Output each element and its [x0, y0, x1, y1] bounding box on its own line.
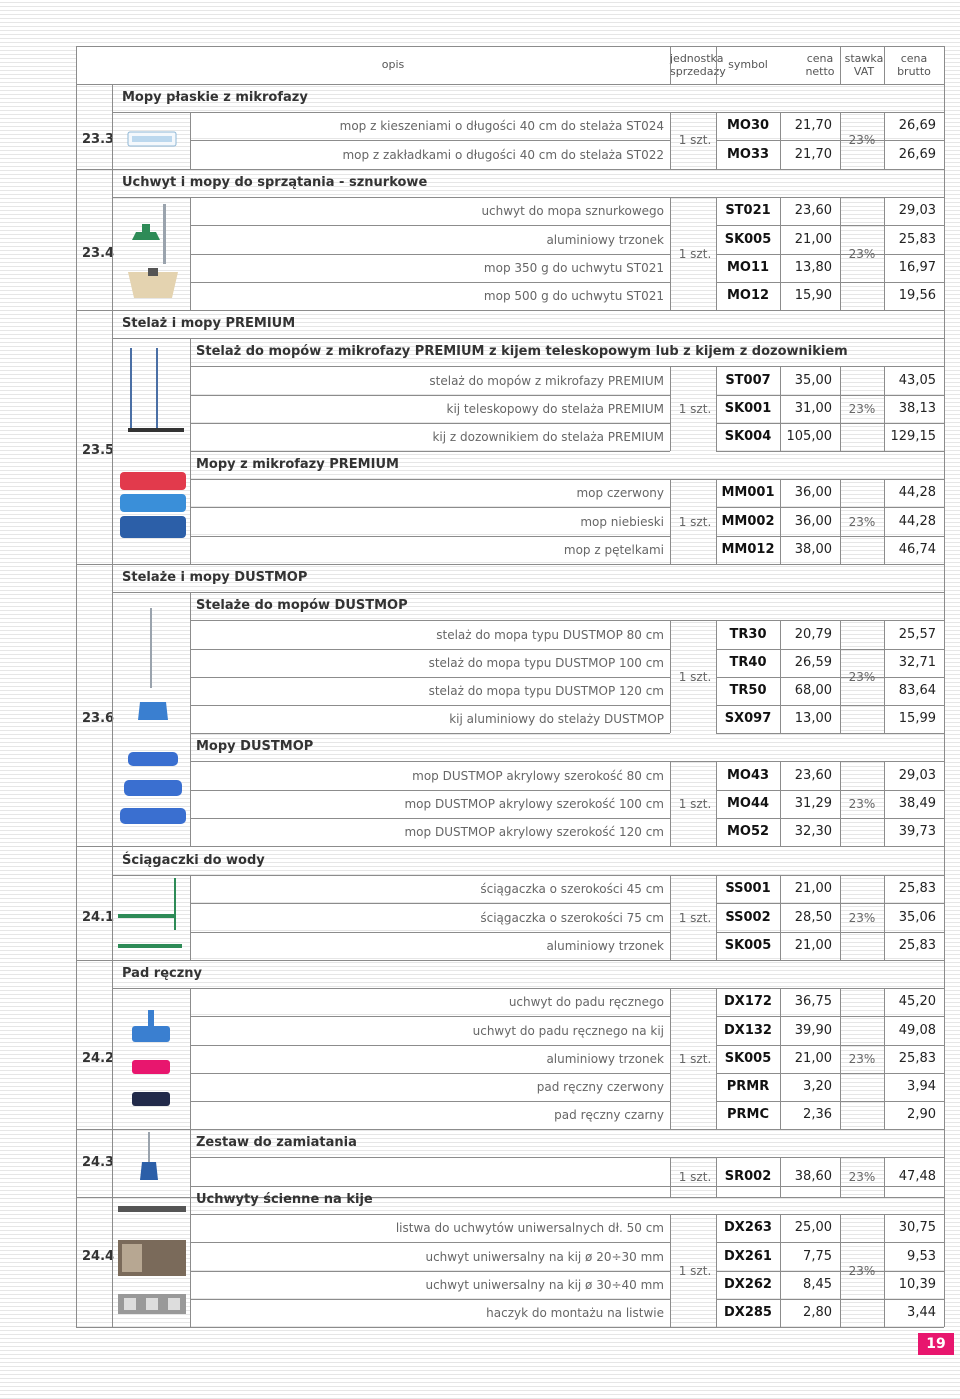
vat-rate: 23% — [848, 669, 876, 684]
string-mop-icon — [128, 202, 188, 302]
price-brutto: 44,28 — [898, 485, 936, 501]
product-description: aluminiowy trzonek — [546, 232, 664, 247]
grid-line — [884, 620, 885, 733]
grid-line — [780, 366, 781, 451]
grid-line — [840, 197, 841, 310]
grid-line — [716, 197, 717, 310]
price-netto: 2,36 — [803, 1107, 832, 1123]
product-symbol: MO33 — [726, 146, 770, 162]
price-brutto: 29,03 — [898, 767, 936, 783]
price-brutto: 35,06 — [898, 909, 936, 925]
grid-line — [112, 310, 113, 564]
section-title: Stelaże i mopy DUSTMOP — [122, 570, 308, 586]
product-description: stelaż do mopa typu DUSTMOP 120 cm — [428, 683, 664, 698]
price-brutto: 25,57 — [898, 626, 936, 642]
product-description: mop DUSTMOP akrylowy szerokość 120 cm — [404, 824, 664, 839]
grid-line — [190, 112, 191, 168]
price-brutto: 46,74 — [898, 541, 936, 557]
price-netto: 8,45 — [803, 1276, 832, 1292]
section-index: 23.6 — [82, 711, 115, 727]
product-symbol: MM001 — [721, 485, 775, 501]
header-brutto-1: cena — [900, 52, 928, 65]
grid-line — [840, 46, 841, 84]
product-description: mop z kieszeniami o długości 40 cm do stelaża ST024 — [339, 119, 664, 134]
grid-line — [190, 338, 191, 451]
vat-rate: 23% — [848, 796, 876, 811]
product-description: uchwyt uniwersalny na kij ø 20÷30 mm — [425, 1249, 664, 1264]
grid-line — [112, 847, 113, 960]
grid-line — [76, 564, 944, 565]
grid-line — [112, 112, 944, 113]
grid-line — [76, 310, 944, 311]
price-netto: 28,50 — [794, 909, 832, 925]
product-description: mop DUSTMOP akrylowy szerokość 80 cm — [412, 768, 664, 783]
sales-unit: 1 szt. — [678, 246, 712, 261]
product-symbol: TR30 — [729, 626, 767, 642]
price-brutto: 26,69 — [898, 146, 936, 162]
vat-rate: 23% — [848, 1051, 876, 1066]
section-index: 24.3 — [82, 1155, 115, 1171]
flat-mop-icon — [126, 128, 178, 150]
grid-line — [76, 46, 944, 47]
header-netto-1: cena — [806, 52, 834, 65]
price-netto: 36,00 — [794, 513, 832, 529]
grid-line — [670, 112, 671, 168]
product-description: uchwyt do padu ręcznego na kij — [472, 1023, 664, 1038]
price-brutto: 47,48 — [898, 1169, 936, 1185]
product-description: uchwyt do padu ręcznego — [508, 995, 664, 1010]
price-netto: 39,90 — [794, 1022, 832, 1038]
product-description: mop z pętelkami — [563, 542, 664, 557]
price-brutto: 2,90 — [907, 1107, 936, 1123]
product-description: stelaż do mopa typu DUSTMOP 80 cm — [436, 627, 664, 642]
grid-line — [716, 988, 717, 1129]
price-brutto: 49,08 — [898, 1022, 936, 1038]
product-symbol: MO43 — [726, 767, 770, 783]
grid-line — [840, 875, 841, 960]
grid-line — [112, 564, 113, 846]
header-jednostka-2: sprzedaży — [670, 65, 726, 78]
section-index: 24.4 — [82, 1248, 115, 1264]
price-brutto: 26,69 — [898, 118, 936, 134]
grid-line — [780, 875, 781, 960]
grid-line — [76, 84, 944, 85]
grid-line — [76, 46, 77, 1327]
grid-line — [716, 366, 717, 451]
grid-line — [716, 1214, 717, 1327]
grid-line — [884, 479, 885, 564]
product-symbol: DX132 — [724, 1022, 772, 1038]
price-netto: 38,00 — [794, 541, 832, 557]
product-description: uchwyt uniwersalny na kij ø 30÷40 mm — [425, 1277, 664, 1292]
price-brutto: 45,20 — [898, 994, 936, 1010]
price-netto: 3,20 — [803, 1078, 832, 1094]
price-brutto: 25,83 — [898, 881, 936, 897]
product-symbol: DX263 — [724, 1220, 772, 1236]
wall-holders-icon — [116, 1200, 188, 1316]
section-title: Ściągaczki do wody — [122, 853, 265, 869]
grid-line — [884, 366, 885, 451]
product-description: pad ręczny czarny — [554, 1108, 664, 1123]
product-symbol: DX261 — [724, 1248, 772, 1264]
sales-unit: 1 szt. — [678, 133, 712, 148]
product-description: aluminiowy trzonek — [546, 938, 664, 953]
price-netto: 21,70 — [794, 146, 832, 162]
squeegee-icon — [114, 876, 188, 954]
grid-line — [76, 1327, 944, 1328]
vat-rate: 23% — [848, 910, 876, 925]
product-symbol: SK005 — [724, 231, 772, 247]
product-symbol: MO52 — [726, 823, 770, 839]
product-description: kij teleskopowy do stelaża PREMIUM — [446, 401, 664, 416]
price-brutto: 44,28 — [898, 513, 936, 529]
price-netto: 21,00 — [794, 881, 832, 897]
grid-line — [884, 1214, 885, 1327]
grid-line — [840, 761, 841, 846]
grid-line — [716, 761, 717, 846]
grid-line — [840, 112, 841, 168]
price-netto: 20,79 — [794, 626, 832, 642]
grid-line — [670, 988, 671, 1129]
product-description: mop czerwony — [576, 486, 664, 501]
product-symbol: DX172 — [724, 994, 772, 1010]
product-description: mop DUSTMOP akrylowy szerokość 100 cm — [404, 796, 664, 811]
price-netto: 36,75 — [794, 994, 832, 1010]
grid-line — [76, 846, 944, 847]
product-symbol: MO44 — [726, 795, 770, 811]
price-netto: 26,59 — [794, 654, 832, 670]
product-description: mop 350 g do uchwytu ST021 — [483, 260, 664, 275]
price-netto: 25,00 — [794, 1220, 832, 1236]
grid-line — [840, 479, 841, 564]
product-description: ściągaczka o szerokości 45 cm — [480, 882, 664, 897]
grid-line — [884, 1157, 885, 1197]
price-netto: 35,00 — [794, 372, 832, 388]
product-symbol: SK004 — [724, 428, 772, 444]
group-title: Stelaże do mopów DUSTMOP — [196, 598, 408, 614]
product-description: pad ręczny czerwony — [536, 1079, 664, 1094]
price-brutto: 30,75 — [898, 1220, 936, 1236]
product-symbol: MM012 — [721, 541, 775, 557]
grid-line — [780, 197, 781, 310]
grid-line — [112, 1186, 113, 1327]
grid-line — [840, 366, 841, 451]
grid-line — [884, 988, 885, 1129]
sales-unit: 1 szt. — [678, 514, 712, 529]
dustmop-frame-icon — [132, 608, 172, 724]
product-symbol: TR50 — [729, 682, 767, 698]
product-symbol: SR002 — [724, 1169, 772, 1185]
product-description: mop niebieski — [580, 514, 664, 529]
product-description: kij aluminiowy do stelaży DUSTMOP — [449, 712, 664, 727]
price-brutto: 9,53 — [907, 1248, 936, 1264]
grid-line — [670, 875, 671, 960]
price-netto: 21,00 — [794, 1050, 832, 1066]
price-netto: 105,00 — [786, 428, 832, 444]
sales-unit: 1 szt. — [678, 796, 712, 811]
grid-line — [670, 479, 671, 564]
grid-line — [190, 1186, 944, 1187]
price-brutto: 29,03 — [898, 203, 936, 219]
price-netto: 7,75 — [803, 1248, 832, 1264]
grid-line — [190, 451, 670, 452]
grid-line — [670, 1157, 671, 1197]
grid-line — [840, 1214, 841, 1327]
grid-line — [112, 960, 113, 1129]
product-symbol: SS002 — [725, 909, 771, 925]
product-description: mop 500 g do uchwytu ST021 — [483, 288, 664, 303]
grid-line — [780, 620, 781, 733]
product-symbol: MM002 — [721, 513, 775, 529]
section-index: 24.2 — [82, 1050, 115, 1066]
header-vat-1: stawka — [844, 52, 884, 65]
grid-line — [190, 733, 191, 846]
product-symbol: ST007 — [725, 372, 771, 388]
product-symbol: ST021 — [725, 203, 771, 219]
product-symbol: PRMR — [726, 1078, 770, 1094]
header-jednostka-1: jednostka — [670, 52, 724, 65]
price-brutto: 19,56 — [898, 287, 936, 303]
product-symbol: SK005 — [724, 1050, 772, 1066]
grid-line — [670, 366, 671, 451]
price-netto: 21,70 — [794, 118, 832, 134]
grid-line — [780, 112, 781, 168]
grid-line — [944, 46, 945, 1327]
dustmop-mops-icon — [116, 746, 188, 830]
price-brutto: 83,64 — [898, 682, 936, 698]
grid-line — [884, 197, 885, 310]
grid-line — [670, 46, 671, 84]
price-brutto: 43,05 — [898, 372, 936, 388]
grid-line — [840, 1157, 841, 1197]
section-index: 23.3 — [82, 132, 115, 148]
vat-rate: 23% — [848, 246, 876, 261]
product-symbol: MO12 — [726, 287, 770, 303]
premium-frame-icon — [118, 346, 188, 438]
price-netto: 38,60 — [794, 1169, 832, 1185]
section-title: Pad ręczny — [122, 966, 203, 982]
grid-line — [112, 169, 113, 310]
grid-line — [840, 988, 841, 1129]
price-brutto: 39,73 — [898, 823, 936, 839]
product-description: aluminiowy trzonek — [546, 1051, 664, 1066]
price-brutto: 15,99 — [898, 711, 936, 727]
product-description: kij z dozownikiem do stelaża PREMIUM — [432, 429, 664, 444]
vat-rate: 23% — [848, 1170, 876, 1185]
vat-rate: 23% — [848, 1263, 876, 1278]
grid-line — [76, 169, 944, 170]
sales-unit: 1 szt. — [678, 1051, 712, 1066]
vat-rate: 23% — [848, 133, 876, 148]
price-netto: 13,00 — [794, 711, 832, 727]
section-title: Uchwyt i mopy do sprzątania - sznurkowe — [122, 175, 428, 191]
grid-line — [670, 1214, 671, 1327]
price-brutto: 16,97 — [898, 259, 936, 275]
grid-line — [190, 733, 670, 734]
group-title: Zestaw do zamiatania — [196, 1135, 357, 1151]
product-symbol: SS001 — [725, 881, 771, 897]
section-index: 23.5 — [82, 443, 115, 458]
product-description: uchwyt do mopa sznurkowego — [481, 204, 664, 219]
price-netto: 23,60 — [794, 203, 832, 219]
grid-line — [716, 451, 944, 452]
grid-line — [716, 875, 717, 960]
product-description: listwa do uchwytów uniwersalnych dł. 50 cm — [395, 1221, 664, 1236]
product-description: haczyk do montażu na listwie — [486, 1305, 664, 1320]
grid-line — [884, 46, 885, 84]
price-brutto: 32,71 — [898, 654, 936, 670]
group-title: Mopy z mikrofazy PREMIUM — [196, 457, 399, 473]
price-netto: 15,90 — [794, 287, 832, 303]
sales-unit: 1 szt. — [678, 910, 712, 925]
grid-line — [884, 875, 885, 960]
page-number: 19 — [918, 1333, 954, 1355]
grid-line — [190, 592, 191, 733]
microfiber-mops-icon — [118, 470, 188, 542]
product-description: stelaż do mopa typu DUSTMOP 100 cm — [428, 655, 664, 670]
grid-line — [780, 1157, 781, 1197]
grid-line — [112, 988, 944, 989]
price-netto: 23,60 — [794, 767, 832, 783]
price-brutto: 25,83 — [898, 937, 936, 953]
hand-pad-icon — [126, 1008, 174, 1112]
grid-line — [716, 620, 717, 733]
product-symbol: SX097 — [724, 711, 772, 727]
price-brutto: 3,94 — [907, 1078, 936, 1094]
grid-line — [112, 197, 944, 198]
price-netto: 31,00 — [794, 400, 832, 416]
grid-line — [716, 479, 717, 564]
grid-line — [190, 988, 191, 1129]
grid-line — [780, 479, 781, 564]
grid-line — [840, 620, 841, 733]
grid-line — [670, 197, 671, 310]
header-brutto-2: brutto — [897, 65, 931, 78]
header-vat-2: VAT — [853, 65, 875, 78]
product-symbol: TR40 — [729, 654, 767, 670]
group-title: Stelaż do mopów z mikrofazy PREMIUM z kijem teleskopowym lub z kijem z dozownikiem — [196, 344, 848, 360]
price-brutto: 3,44 — [907, 1304, 936, 1320]
section-title: Mopy płaskie z mikrofazy — [122, 90, 308, 106]
grid-line — [112, 592, 944, 593]
product-symbol: MO11 — [726, 259, 770, 275]
grid-line — [716, 112, 717, 168]
header-opis: opis — [381, 58, 405, 71]
price-netto: 21,00 — [794, 937, 832, 953]
section-title: Stelaż i mopy PREMIUM — [122, 316, 296, 332]
product-description: mop z zakładkami o długości 40 cm do stelaża ST022 — [342, 147, 664, 162]
price-netto: 13,80 — [794, 259, 832, 275]
section-index: 23.4 — [82, 245, 115, 261]
product-symbol: SK001 — [724, 400, 772, 416]
product-symbol: DX262 — [724, 1276, 772, 1292]
product-description: ściągaczka o szerokości 75 cm — [480, 910, 664, 925]
section-index: 24.1 — [82, 909, 115, 925]
group-title: Uchwyty ścienne na kije — [196, 1192, 373, 1208]
group-title: Mopy DUSTMOP — [196, 739, 314, 755]
grid-line — [780, 988, 781, 1129]
grid-line — [780, 761, 781, 846]
product-symbol: SK005 — [724, 937, 772, 953]
price-brutto: 25,83 — [898, 1050, 936, 1066]
price-netto: 36,00 — [794, 485, 832, 501]
grid-line — [780, 1214, 781, 1327]
sweeping-set-icon — [138, 1132, 162, 1184]
grid-line — [670, 761, 671, 846]
price-netto: 21,00 — [794, 231, 832, 247]
product-symbol: DX285 — [724, 1304, 772, 1320]
price-netto: 68,00 — [794, 682, 832, 698]
grid-line — [190, 451, 191, 564]
price-netto: 32,30 — [794, 823, 832, 839]
grid-line — [112, 338, 944, 339]
grid-line — [190, 1129, 944, 1130]
price-brutto: 10,39 — [898, 1276, 936, 1292]
grid-line — [190, 875, 191, 960]
grid-line — [112, 875, 944, 876]
vat-rate: 23% — [848, 514, 876, 529]
grid-line — [190, 197, 191, 310]
product-row-bg — [190, 1158, 670, 1195]
price-brutto: 38,13 — [898, 400, 936, 416]
price-netto: 2,80 — [803, 1304, 832, 1320]
price-brutto: 25,83 — [898, 231, 936, 247]
price-brutto: 129,15 — [890, 428, 936, 444]
sales-unit: 1 szt. — [678, 669, 712, 684]
grid-line — [884, 761, 885, 846]
grid-line — [76, 960, 944, 961]
grid-line — [670, 620, 671, 733]
product-symbol: PRMC — [726, 1107, 769, 1123]
grid-line — [112, 84, 113, 169]
grid-line — [190, 1186, 191, 1327]
header-netto-2: netto — [805, 65, 835, 78]
sales-unit: 1 szt. — [678, 401, 712, 416]
header-symbol: symbol — [728, 58, 768, 71]
grid-line — [884, 112, 885, 168]
product-symbol: MO30 — [726, 118, 770, 134]
price-netto: 31,29 — [794, 795, 832, 811]
price-brutto: 38,49 — [898, 795, 936, 811]
vat-rate: 23% — [848, 401, 876, 416]
grid-line — [716, 46, 717, 84]
grid-line — [716, 733, 944, 734]
sales-unit: 1 szt. — [678, 1263, 712, 1278]
grid-line — [716, 1157, 717, 1197]
product-description: stelaż do mopów z mikrofazy PREMIUM — [429, 373, 664, 388]
sales-unit: 1 szt. — [678, 1170, 712, 1185]
